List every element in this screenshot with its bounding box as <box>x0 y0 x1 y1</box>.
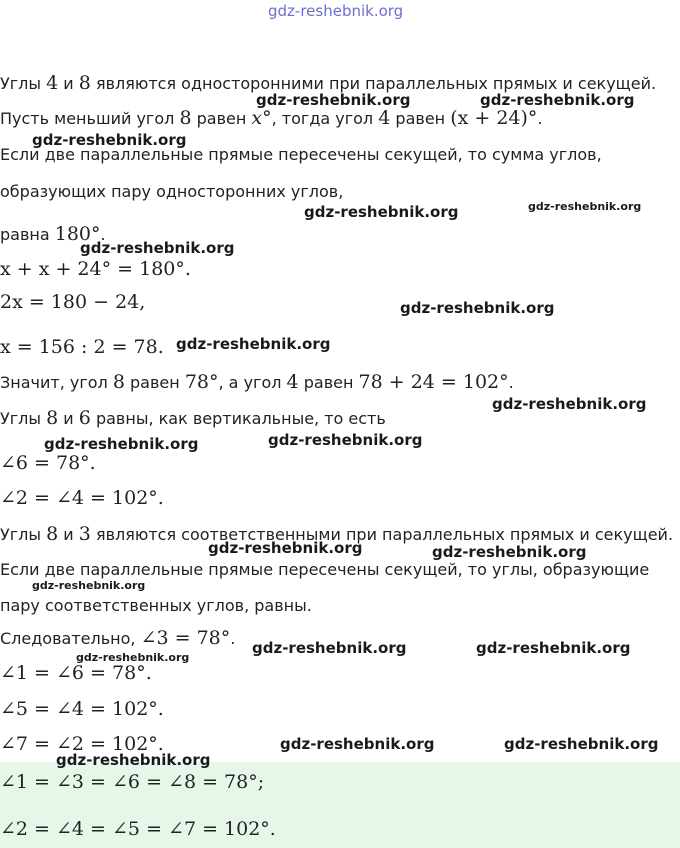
math: 180° <box>54 223 101 245</box>
watermark: gdz-reshebnik.org <box>44 435 199 453</box>
math: 8 <box>46 407 59 429</box>
text: равна <box>0 225 55 244</box>
text: и <box>58 409 79 428</box>
math: 3 <box>78 523 91 545</box>
site-watermark-top: gdz-reshebnik.org <box>268 2 404 20</box>
watermark: gdz-reshebnik.org <box>480 91 635 109</box>
watermark: gdz-reshebnik.org <box>400 299 555 317</box>
watermark: gdz-reshebnik.org <box>56 751 211 769</box>
equation-1: x + x + 24° = 180°. <box>0 258 191 280</box>
text: равен <box>191 109 252 128</box>
text: равен <box>390 109 451 128</box>
watermark: gdz-reshebnik.org <box>256 91 411 109</box>
text: равны, как вертикальные, то есть <box>90 409 386 428</box>
text: . <box>537 109 543 128</box>
text-line-7 <box>0 408 386 429</box>
watermark: gdz-reshebnik.org <box>304 203 459 221</box>
watermark: gdz-reshebnik.org <box>280 735 435 753</box>
watermark: gdz-reshebnik.org <box>268 431 423 449</box>
text-line-2 <box>0 108 543 129</box>
math: 78° <box>184 371 219 393</box>
text-line-10: пару соответственных углов, равны. <box>0 596 312 615</box>
text: Углы <box>0 409 47 428</box>
watermark: gdz-reshebnik.org <box>504 735 659 753</box>
text: Следовательно, <box>0 629 141 648</box>
text-line-3: Если две параллельные прямые пересечены секущей, то сумма углов, <box>0 145 602 164</box>
answer-box <box>0 762 680 848</box>
math: ∠3 = 78° <box>140 627 231 649</box>
equation-5: ∠2 = ∠4 = 102°. <box>0 487 164 509</box>
equation-7: ∠5 = ∠4 = 102°. <box>0 698 164 720</box>
text-line-6 <box>0 372 514 393</box>
text: равен <box>124 373 185 392</box>
text: , тогда угол <box>271 109 379 128</box>
answer-line-2: ∠2 = ∠4 = ∠5 = ∠7 = 102°. <box>0 818 276 840</box>
watermark: gdz-reshebnik.org <box>476 639 631 657</box>
text: , а угол <box>218 373 287 392</box>
math: 4 <box>378 107 391 129</box>
math: 4 <box>286 371 299 393</box>
text-line-9: Если две параллельные прямые пересечены секущей, то углы, образующие <box>0 560 650 579</box>
math: 8 <box>179 107 192 129</box>
math: 6 <box>78 407 91 429</box>
text: Пусть меньший угол <box>0 109 180 128</box>
text: . <box>508 373 514 392</box>
watermark: gdz-reshebnik.org <box>252 639 407 657</box>
watermark: gdz-reshebnik.org <box>32 579 146 592</box>
math: (x + 24)° <box>450 107 538 129</box>
text: Углы <box>0 525 47 544</box>
text-line-4: образующих пару односторонних углов, <box>0 182 344 201</box>
math: 4 <box>46 72 59 94</box>
math: 8 <box>78 72 91 94</box>
equation-2: 2x = 180 − 24, <box>0 291 146 313</box>
watermark: gdz-reshebnik.org <box>432 543 587 561</box>
text: Углы <box>0 74 47 93</box>
watermark: gdz-reshebnik.org <box>528 200 642 213</box>
math: 78 + 24 = 102° <box>358 371 509 393</box>
text: равен <box>298 373 359 392</box>
equation-6: ∠1 = ∠6 = 78°. <box>0 662 152 684</box>
text: и <box>58 74 79 93</box>
answer-line-1: ∠1 = ∠3 = ∠6 = ∠8 = 78°; <box>0 771 265 793</box>
equation-3: x = 156 : 2 = 78. <box>0 336 164 358</box>
text: являются односторонними при параллельных прямых и секущей. <box>90 74 657 93</box>
equation-8: ∠7 = ∠2 = 102°. <box>0 733 164 755</box>
text: являются соответственными при параллельных прямых и секущей. <box>90 525 674 544</box>
text: и <box>58 525 79 544</box>
watermark: gdz-reshebnik.org <box>208 539 363 557</box>
text: . <box>230 629 236 648</box>
equation-4: ∠6 = 78°. <box>0 452 96 474</box>
math: x° <box>251 107 272 129</box>
watermark: gdz-reshebnik.org <box>492 395 647 413</box>
text: . <box>100 225 106 244</box>
watermark: gdz-reshebnik.org <box>76 651 190 664</box>
text: Значит, угол <box>0 373 113 392</box>
math: 8 <box>112 371 125 393</box>
watermark: gdz-reshebnik.org <box>176 335 331 353</box>
watermark: gdz-reshebnik.org <box>32 131 187 149</box>
text-line-11 <box>0 628 235 649</box>
math: 8 <box>46 523 59 545</box>
watermark: gdz-reshebnik.org <box>80 239 235 257</box>
